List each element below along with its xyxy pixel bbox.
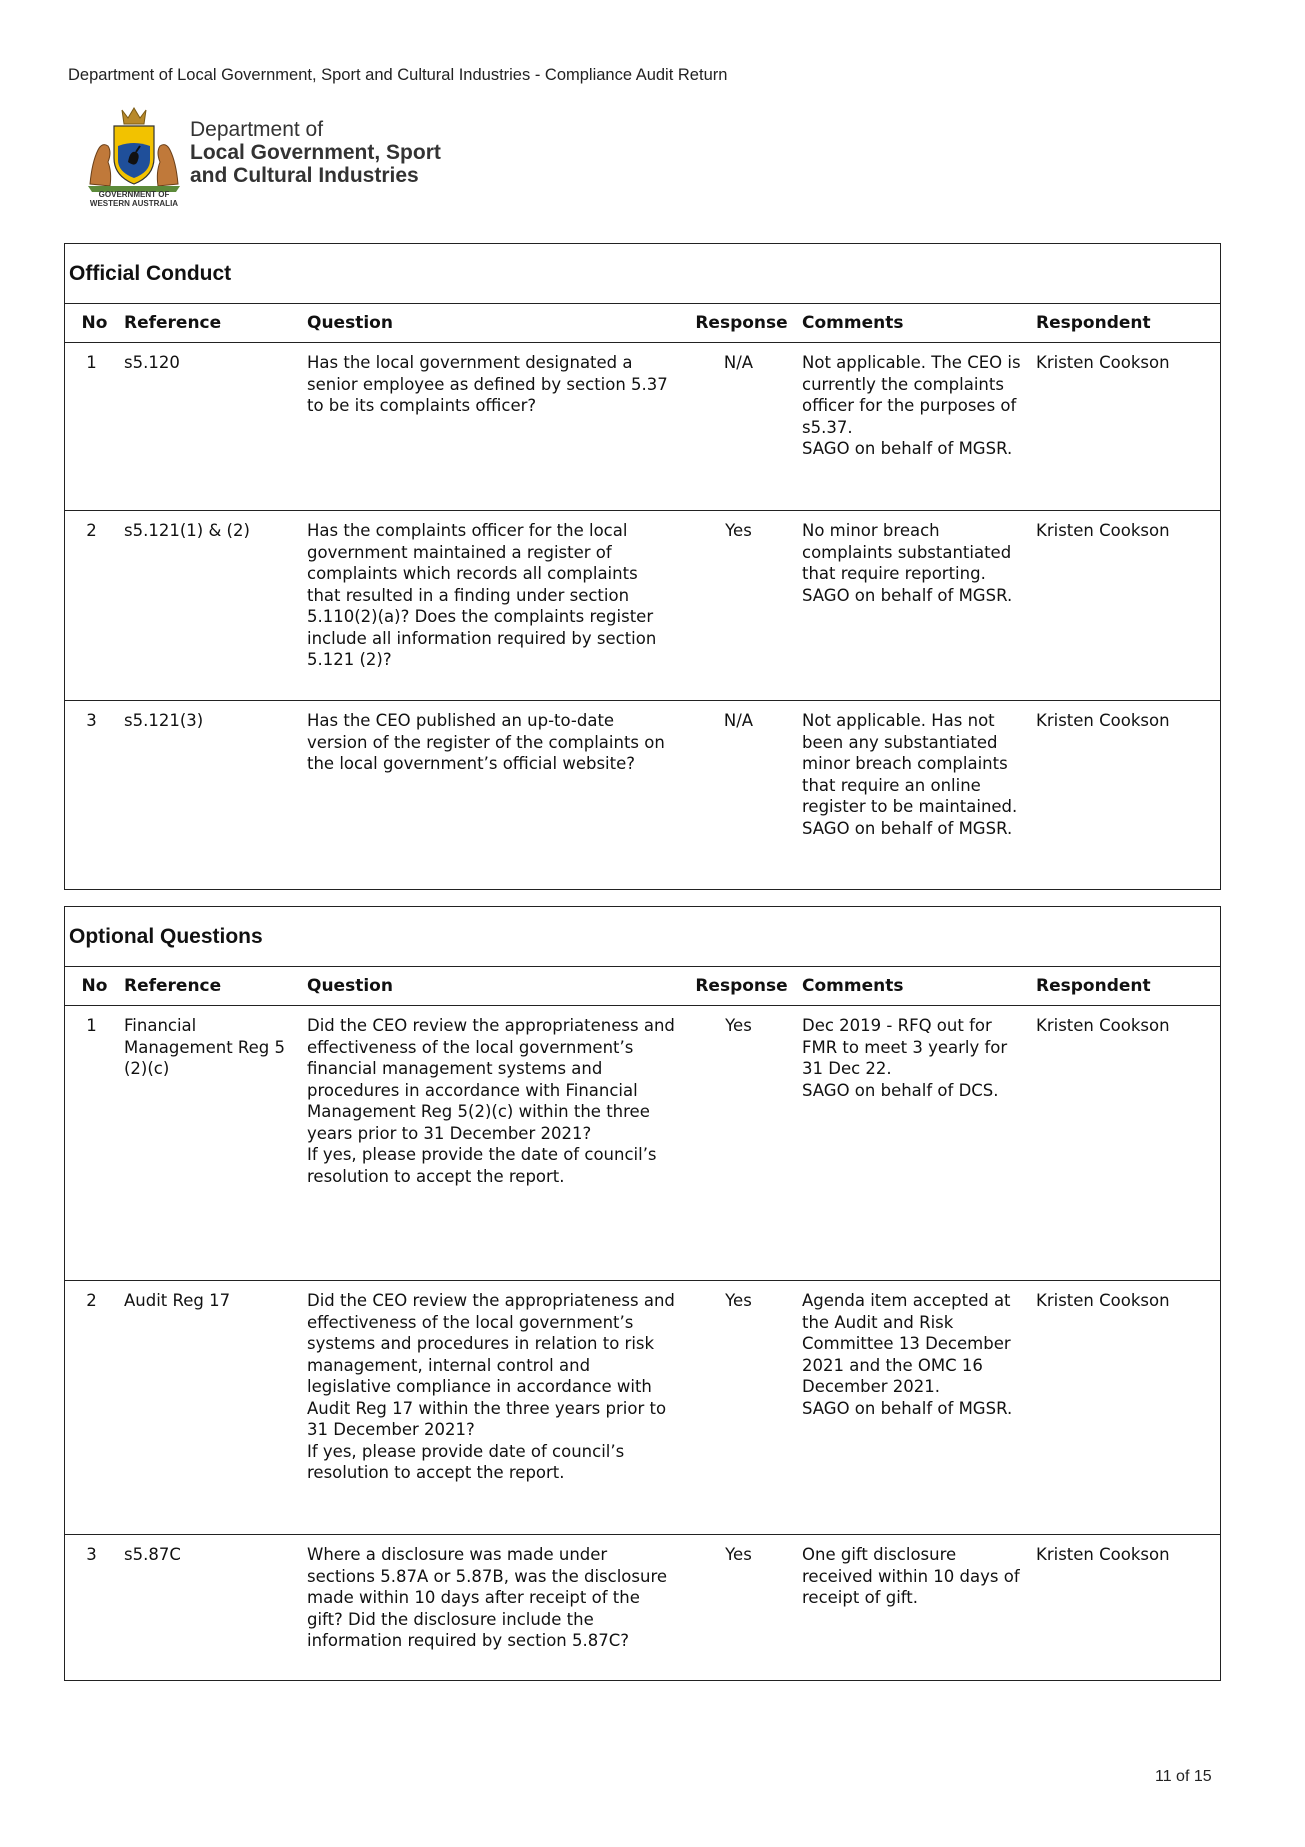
row-comments: Agenda item accepted at the Audit and Risk Committee 13 December 2021 and the OMC 16 December 2021. SAGO on behalf of MGSR.	[798, 1281, 1032, 1535]
row-question: Did the CEO review the appropriateness and effectiveness of the local government’s financial management systems and procedures in accordance with Financial Management Reg 5(2)(c) within the three years prior to 31 December 2021? If yes, please provide the date of council’s resolution to accept the report.	[303, 1006, 681, 1281]
row-reference: s5.121(3)	[124, 711, 204, 730]
row-reference: s5.121(1) & (2)	[120, 511, 303, 701]
row-no: 1	[65, 1006, 120, 1281]
row-reference: s5.87C	[124, 1545, 181, 1564]
table-row	[65, 343, 1220, 511]
row-no: 2	[65, 511, 120, 701]
department-name	[190, 118, 441, 187]
row-respondent: Kristen Cookson	[1032, 1006, 1220, 1281]
row-no: 3	[86, 1545, 97, 1564]
row-respondent: Kristen Cookson	[1032, 1281, 1220, 1535]
row-question: Has the local government designated a senior employee as defined by section 5.37 to be its complaints officer?	[303, 343, 681, 511]
column-header-reference: Reference	[120, 304, 303, 343]
table-header-row	[65, 304, 1220, 343]
column-header-comments: Comments	[798, 304, 1032, 343]
column-header-no: No	[65, 967, 120, 1006]
table-row	[65, 511, 1220, 701]
optional-questions-section	[64, 906, 1221, 1681]
dept-name-line-1: Department of	[190, 118, 324, 141]
page-header: Department of Local Government, Sport and Cultural Industries - Compliance Audit Return	[68, 66, 728, 84]
row-comments: One gift disclosure received within 10 days of receipt of gift.	[802, 1545, 1020, 1607]
row-reference: s5.120	[120, 343, 303, 511]
column-header-comments: Comments	[798, 967, 1032, 1006]
table-row	[65, 1535, 1220, 1680]
column-header-response: Response	[681, 967, 798, 1006]
row-response: N/A	[681, 343, 798, 511]
row-respondent: Kristen Cookson	[1032, 343, 1220, 511]
column-header-reference: Reference	[120, 967, 303, 1006]
table-row	[65, 1006, 1220, 1281]
column-header-question: Question	[303, 967, 681, 1006]
section-title: Optional Questions	[65, 907, 1220, 967]
row-comments: Not applicable. The CEO is currently the complaints officer for the purposes of s5.37. SAGO on behalf of MGSR.	[798, 343, 1032, 511]
row-response: N/A	[723, 711, 754, 730]
column-header-question: Question	[303, 304, 681, 343]
dept-name-line-2: Local Government, Sport	[190, 141, 441, 164]
row-respondent: Kristen Cookson	[1036, 711, 1170, 730]
row-comments: Not applicable. Has not been any substantiated minor breach complaints that require an online register to be maintained. SAGO on behalf of MGSR.	[802, 711, 1018, 838]
table-header-row	[65, 967, 1220, 1006]
section-title: Official Conduct	[65, 244, 1220, 304]
table-row	[65, 1281, 1220, 1535]
table-row	[65, 701, 1220, 889]
row-response: Yes	[681, 1006, 798, 1281]
row-question: Did the CEO review the appropriateness and effectiveness of the local government’s systems and procedures in relation to risk management, internal control and legislative compliance in accordance with Audit Reg 17 within the three years prior to 31 December 2021? If yes, please provide date of council’s resolution to accept the report.	[303, 1281, 681, 1535]
row-no: 2	[65, 1281, 120, 1535]
gov-line-2: WESTERN AUSTRALIA	[89, 199, 179, 208]
row-question: Has the CEO published an up-to-date version of the register of the complaints on the local government’s official website?	[307, 711, 665, 773]
row-respondent: Kristen Cookson	[1032, 511, 1220, 701]
official-conduct-section	[64, 243, 1221, 890]
row-question: Where a disclosure was made under sections 5.87A or 5.87B, was the disclosure made within 10 days after receipt of the gift? Did the disclosure include the information required by section 5.87C?	[307, 1545, 668, 1650]
dept-name-line-3: and Cultural Industries	[190, 164, 419, 187]
row-comments: Dec 2019 - RFQ out for FMR to meet 3 yearly for 31 Dec 22. SAGO on behalf of DCS.	[798, 1006, 1032, 1281]
column-header-no: No	[65, 304, 120, 343]
government-caption	[80, 190, 188, 208]
column-header-respondent: Respondent	[1032, 304, 1220, 343]
gov-line-1: GOVERNMENT OF	[98, 190, 170, 199]
column-header-response: Response	[681, 304, 798, 343]
optional-questions-table	[65, 967, 1220, 1680]
row-respondent: Kristen Cookson	[1036, 1545, 1170, 1564]
row-no: 1	[65, 343, 120, 511]
department-logo	[78, 106, 458, 214]
row-question: Has the complaints officer for the local government maintained a register of complaints which records all complaints that resulted in a finding under section 5.110(2)(a)? Does the complaints register include all information required by section 5.121 (2)?	[303, 511, 681, 701]
row-response: Yes	[725, 1545, 752, 1564]
row-response: Yes	[681, 511, 798, 701]
row-comments: No minor breach complaints substantiated that require reporting. SAGO on behalf of MGSR.	[798, 511, 1032, 701]
row-response: Yes	[681, 1281, 798, 1535]
official-conduct-table	[65, 304, 1220, 889]
column-header-respondent: Respondent	[1032, 967, 1220, 1006]
row-reference: Financial Management Reg 5 (2)(c)	[120, 1006, 303, 1281]
row-reference: Audit Reg 17	[120, 1281, 303, 1535]
row-no: 3	[86, 711, 97, 730]
page-number: 11 of 15	[1155, 1768, 1212, 1785]
